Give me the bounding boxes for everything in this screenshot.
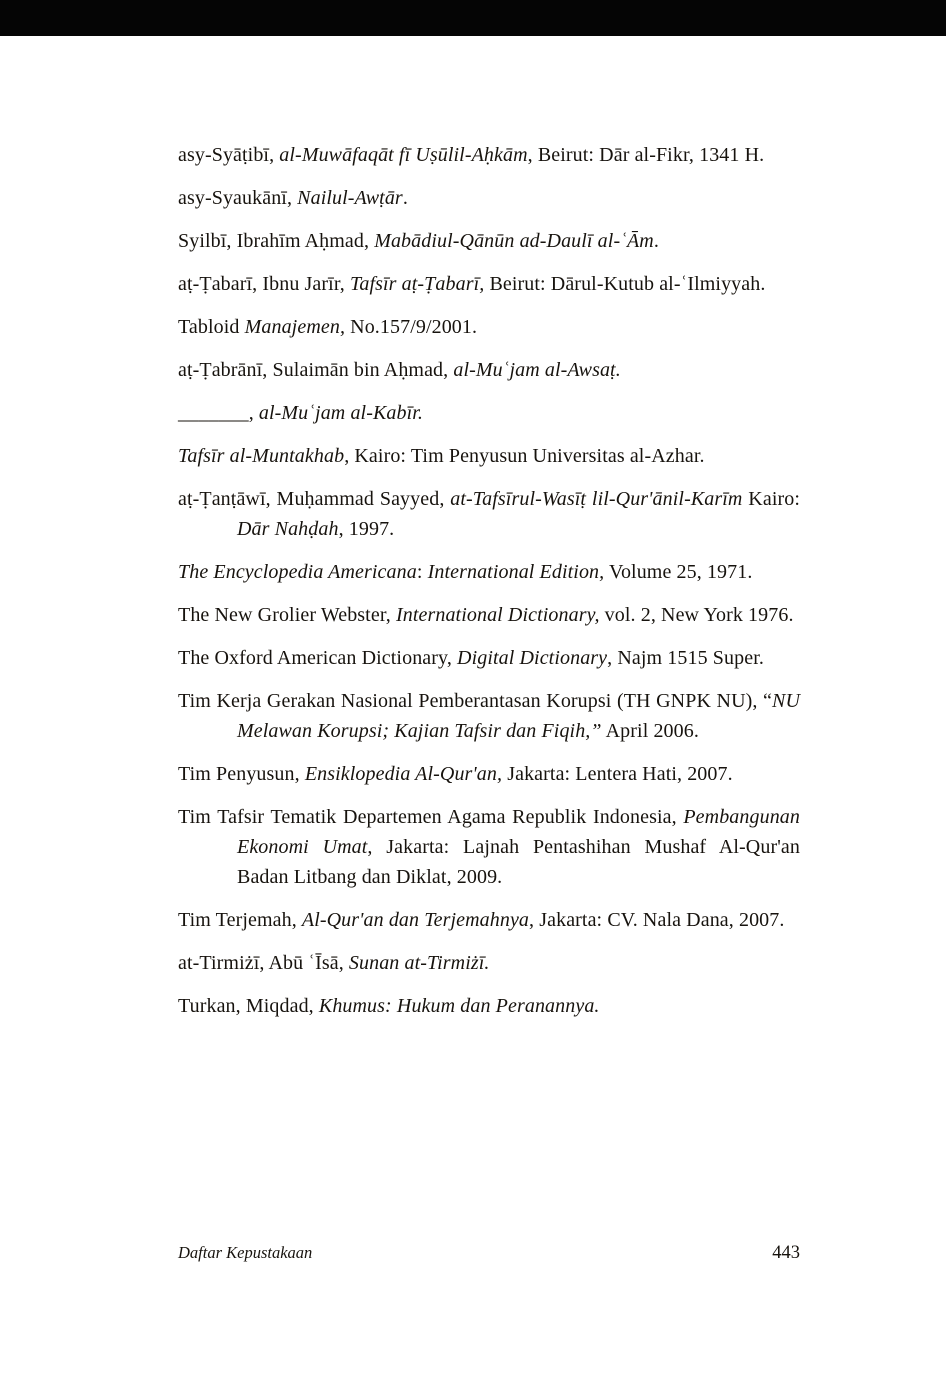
bibliography-entry: [178, 557, 800, 587]
entry-title-segment: The Encyclopedia Americana: [178, 561, 417, 583]
entry-title-segment: at-Tafsīrul-Wasīṭ lil-Qur'ānil-Karīm: [450, 488, 743, 510]
entry-text-segment: aṭ-Ṭabarī, Ibnu Jarīr,: [178, 273, 350, 295]
entry-text-segment: .: [653, 230, 659, 252]
entry-title-segment: Pembangunan Ekonomi Umat: [237, 806, 800, 858]
entry-text-segment: The Oxford American Dictionary,: [178, 647, 458, 669]
bibliography-entry: [178, 398, 800, 428]
entry-title-segment: Digital Dictionary: [457, 647, 608, 669]
entry-text-segment: Tabloid: [178, 316, 245, 338]
entry-text-segment: No.157/9/2001.: [345, 316, 478, 338]
entry-title-segment: Tafsīr aṭ-Ṭabarī,: [349, 273, 485, 295]
bibliography-entry: [178, 355, 800, 385]
bibliography-entry: [178, 441, 800, 471]
bibliography-entry: [178, 802, 800, 892]
bibliography-entry: [178, 269, 800, 299]
document-page: [178, 140, 800, 1034]
entry-text-segment: :: [416, 561, 428, 583]
entry-title-segment: Al-Qur'an dan Terjemahnya: [301, 909, 530, 931]
entry-title-segment: Nailul-Awṭār: [297, 187, 403, 209]
entry-title-segment: Manajemen,: [244, 316, 346, 338]
entry-text-segment: Beirut: Dārul-Kutub al-ʿIlmiyyah.: [484, 273, 766, 295]
bibliography-entry: [178, 759, 800, 789]
entry-text-segment: aṭ-Ṭanṭāwī, Muḥammad Sayyed,: [178, 488, 451, 510]
entry-text-segment: , Jakarta: CV. Nala Dana, 2007.: [529, 909, 785, 931]
entry-text-segment: Tim Tafsir Tematik Departemen Agama Republik Indonesia,: [178, 806, 684, 828]
entry-text-segment: The New Grolier Webster,: [178, 604, 396, 626]
entry-text-segment: , 1997.: [338, 518, 395, 540]
bibliography-entry: [178, 948, 800, 978]
entry-title-segment: Tafsīr al-Muntakhab: [178, 445, 345, 467]
entry-text-segment: asy-Syaukānī,: [178, 187, 298, 209]
entry-title-segment: al-Muʿjam al-Kabīr.: [258, 402, 424, 424]
entry-text-segment: April 2006.: [601, 720, 699, 742]
entry-text-segment: Tim Terjemah,: [178, 909, 302, 931]
bibliography-entry: [178, 991, 800, 1021]
bibliography-entry: [178, 226, 800, 256]
entry-title-segment: al-Muwāfaqāt fī Uṣūlil-Aḥkām: [279, 144, 528, 166]
entry-text-segment: Syilbī, Ibrahīm Aḥmad,: [178, 230, 375, 252]
entry-text-segment: .: [402, 187, 408, 209]
entry-title-segment: Khumus: Hukum dan Peranannya.: [318, 995, 600, 1017]
scan-edge-artifact: [0, 0, 946, 36]
entry-text-segment: Tim Penyusun,: [178, 763, 305, 785]
entry-text-segment: Volume 25, 1971.: [604, 561, 753, 583]
bibliography-list: [178, 140, 800, 1021]
bibliography-entry: [178, 140, 800, 170]
footer-section-title: Daftar Kepustakaan: [178, 1243, 313, 1262]
entry-text-segment: Turkan, Miqdad,: [178, 995, 319, 1017]
entry-title-segment: Sunan at-Tirmiżī.: [348, 952, 490, 974]
entry-text-segment: , Najm 1515 Super.: [607, 647, 764, 669]
entry-text-segment: , Beirut: Dār al-Fikr, 1341 H.: [527, 144, 765, 166]
entry-text-segment: _______,: [178, 402, 259, 424]
entry-title-segment: Mabādiul-Qānūn ad-Daulī al-ʿĀm: [374, 230, 654, 252]
entry-text-segment: asy-Syāṭibī,: [178, 144, 280, 166]
page-number: 443: [772, 1243, 800, 1263]
entry-text-segment: , Jakarta: Lajnah Pentashihan Mushaf Al-Qur'an Badan Litbang dan Diklat, 2009.: [237, 836, 800, 888]
entry-text-segment: Kairo:: [742, 488, 800, 510]
bibliography-entry: [178, 905, 800, 935]
bibliography-entry: [178, 600, 800, 630]
bibliography-entry: [178, 686, 800, 746]
entry-title-segment: Dār Nahḍah: [237, 518, 339, 540]
bibliography-entry: [178, 643, 800, 673]
entry-text-segment: , Kairo: Tim Penyusun Universitas al-Azhar.: [344, 445, 705, 467]
bibliography-entry: [178, 312, 800, 342]
entry-text-segment: Tim Kerja Gerakan Nasional Pemberantasan Korupsi (TH GNPK NU), “: [178, 690, 773, 712]
entry-title-segment: Ensiklopedia Al-Qur'an,: [304, 763, 503, 785]
entry-title-segment: International Dictionary,: [395, 604, 600, 626]
entry-title-segment: al-Muʿjam al-Awsaṭ.: [453, 359, 621, 381]
entry-text-segment: Jakarta: Lentera Hati, 2007.: [502, 763, 733, 785]
entry-text-segment: vol. 2, New York 1976.: [599, 604, 794, 626]
bibliography-entry: [178, 183, 800, 213]
entry-text-segment: aṭ-Ṭabrānī, Sulaimān bin Aḥmad,: [178, 359, 454, 381]
entry-title-segment: NU Melawan Korupsi; Kajian Tafsir dan Fiqih,”: [237, 690, 800, 742]
page-footer: [178, 1243, 800, 1264]
entry-text-segment: at-Tirmiżī, Abū ʿĪsā,: [178, 952, 349, 974]
entry-title-segment: International Edition,: [427, 561, 605, 583]
bibliography-entry: [178, 484, 800, 544]
